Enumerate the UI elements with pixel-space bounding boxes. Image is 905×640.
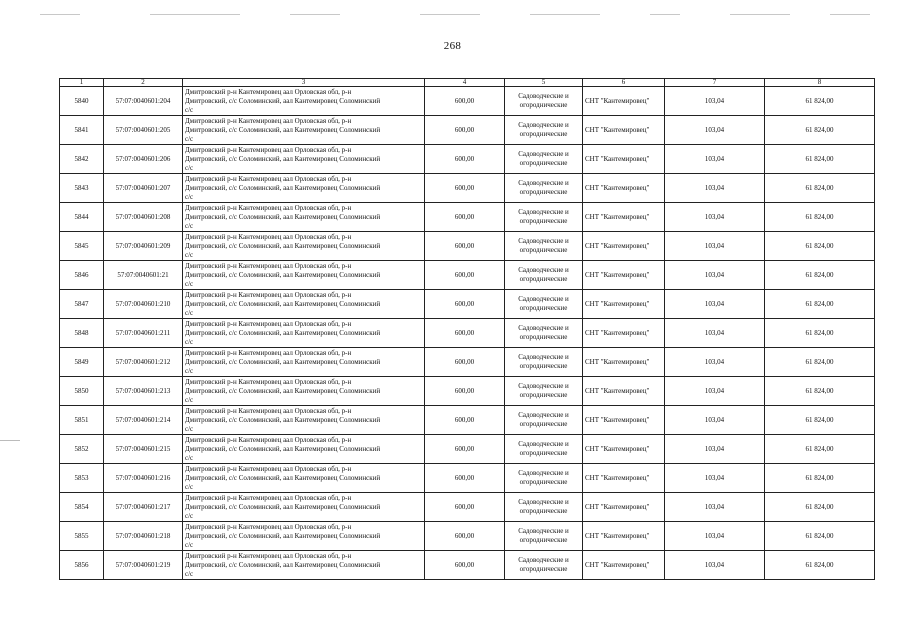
land-use-cell: Садоводческие и огороднические: [505, 145, 583, 174]
specific-value-cell: 103,04: [665, 377, 765, 406]
specific-value-cell: 103,04: [665, 435, 765, 464]
specific-value-cell: 103,04: [665, 522, 765, 551]
table-row: [60, 377, 875, 406]
owner-cell: СНТ "Кантемировец": [583, 377, 665, 406]
land-register-table: [59, 78, 875, 580]
page-number: 268: [443, 40, 462, 52]
cadastral-number-cell: 57:07:0040601:204: [104, 87, 183, 116]
col-header-3: 3: [183, 79, 425, 87]
address-cell: Дмитровский р-н Кантемировец аал Орловская обл, р-н Дмитровский, с/с Соломинский, аал Кантемировец Соломинский с/с: [183, 522, 425, 551]
cadastral-cost-cell: 61 824,00: [765, 319, 875, 348]
area-cell: 600,00: [425, 232, 505, 261]
owner-cell: СНТ "Кантемировец": [583, 522, 665, 551]
specific-value-cell: 103,04: [665, 174, 765, 203]
area-cell: 600,00: [425, 319, 505, 348]
table-row: [60, 232, 875, 261]
row-number-cell: 5854: [60, 493, 104, 522]
owner-cell: СНТ "Кантемировец": [583, 116, 665, 145]
scan-noise-strip: [30, 10, 890, 22]
address-cell: Дмитровский р-н Кантемировец аал Орловская обл, р-н Дмитровский, с/с Соломинский, аал Кантемировец Соломинский с/с: [183, 406, 425, 435]
cadastral-number-cell: 57:07:0040601:206: [104, 145, 183, 174]
table-row: [60, 522, 875, 551]
area-cell: 600,00: [425, 203, 505, 232]
area-cell: 600,00: [425, 464, 505, 493]
row-number-cell: 5853: [60, 464, 104, 493]
cadastral-cost-cell: 61 824,00: [765, 87, 875, 116]
cadastral-cost-cell: 61 824,00: [765, 464, 875, 493]
cadastral-cost-cell: 61 824,00: [765, 232, 875, 261]
cadastral-number-cell: 57:07:0040601:211: [104, 319, 183, 348]
scan-margin-mark: [0, 440, 20, 441]
row-number-cell: 5842: [60, 145, 104, 174]
land-use-cell: Садоводческие и огороднические: [505, 174, 583, 203]
specific-value-cell: 103,04: [665, 551, 765, 580]
cadastral-cost-cell: 61 824,00: [765, 435, 875, 464]
cadastral-number-cell: 57:07:0040601:208: [104, 203, 183, 232]
cadastral-cost-cell: 61 824,00: [765, 145, 875, 174]
cadastral-cost-cell: 61 824,00: [765, 174, 875, 203]
owner-cell: СНТ "Кантемировец": [583, 406, 665, 435]
address-cell: Дмитровский р-н Кантемировец аал Орловская обл, р-н Дмитровский, с/с Соломинский, аал Кантемировец Соломинский с/с: [183, 290, 425, 319]
owner-cell: СНТ "Кантемировец": [583, 290, 665, 319]
land-use-cell: Садоводческие и огороднические: [505, 522, 583, 551]
cadastral-cost-cell: 61 824,00: [765, 261, 875, 290]
table-row: [60, 464, 875, 493]
owner-cell: СНТ "Кантемировец": [583, 348, 665, 377]
area-cell: 600,00: [425, 348, 505, 377]
row-number-cell: 5841: [60, 116, 104, 145]
owner-cell: СНТ "Кантемировец": [583, 232, 665, 261]
table-row: [60, 116, 875, 145]
area-cell: 600,00: [425, 435, 505, 464]
land-use-cell: Садоводческие и огороднические: [505, 232, 583, 261]
table-row: [60, 319, 875, 348]
row-number-cell: 5852: [60, 435, 104, 464]
land-use-cell: Садоводческие и огороднические: [505, 87, 583, 116]
land-use-cell: Садоводческие и огороднические: [505, 203, 583, 232]
specific-value-cell: 103,04: [665, 348, 765, 377]
land-use-cell: Садоводческие и огороднические: [505, 377, 583, 406]
cadastral-number-cell: 57:07:0040601:218: [104, 522, 183, 551]
area-cell: 600,00: [425, 493, 505, 522]
specific-value-cell: 103,04: [665, 290, 765, 319]
table-row: [60, 87, 875, 116]
row-number-cell: 5850: [60, 377, 104, 406]
col-header-5: 5: [505, 79, 583, 87]
address-cell: Дмитровский р-н Кантемировец аал Орловская обл, р-н Дмитровский, с/с Соломинский, аал Кантемировец Соломинский с/с: [183, 493, 425, 522]
address-cell: Дмитровский р-н Кантемировец аал Орловская обл, р-н Дмитровский, с/с Соломинский, аал Кантемировец Соломинский с/с: [183, 87, 425, 116]
area-cell: 600,00: [425, 551, 505, 580]
owner-cell: СНТ "Кантемировец": [583, 261, 665, 290]
land-use-cell: Садоводческие и огороднические: [505, 261, 583, 290]
address-cell: Дмитровский р-н Кантемировец аал Орловская обл, р-н Дмитровский, с/с Соломинский, аал Кантемировец Соломинский с/с: [183, 261, 425, 290]
cadastral-number-cell: 57:07:0040601:214: [104, 406, 183, 435]
cadastral-cost-cell: 61 824,00: [765, 551, 875, 580]
cadastral-cost-cell: 61 824,00: [765, 406, 875, 435]
specific-value-cell: 103,04: [665, 319, 765, 348]
cadastral-number-cell: 57:07:0040601:205: [104, 116, 183, 145]
cadastral-number-cell: 57:07:0040601:212: [104, 348, 183, 377]
row-number-cell: 5855: [60, 522, 104, 551]
col-header-8: 8: [765, 79, 875, 87]
table-row: [60, 261, 875, 290]
row-number-cell: 5856: [60, 551, 104, 580]
owner-cell: СНТ "Кантемировец": [583, 435, 665, 464]
specific-value-cell: 103,04: [665, 203, 765, 232]
area-cell: 600,00: [425, 145, 505, 174]
cadastral-number-cell: 57:07:0040601:215: [104, 435, 183, 464]
address-cell: Дмитровский р-н Кантемировец аал Орловская обл, р-н Дмитровский, с/с Соломинский, аал Кантемировец Соломинский с/с: [183, 464, 425, 493]
land-use-cell: Садоводческие и огороднические: [505, 319, 583, 348]
cadastral-number-cell: 57:07:0040601:213: [104, 377, 183, 406]
land-use-cell: Садоводческие и огороднические: [505, 406, 583, 435]
area-cell: 600,00: [425, 290, 505, 319]
area-cell: 600,00: [425, 87, 505, 116]
owner-cell: СНТ "Кантемировец": [583, 464, 665, 493]
table-row: [60, 348, 875, 377]
specific-value-cell: 103,04: [665, 145, 765, 174]
cadastral-cost-cell: 61 824,00: [765, 522, 875, 551]
column-number-row: [60, 79, 875, 87]
cadastral-cost-cell: 61 824,00: [765, 348, 875, 377]
address-cell: Дмитровский р-н Кантемировец аал Орловская обл, р-н Дмитровский, с/с Соломинский, аал Кантемировец Соломинский с/с: [183, 435, 425, 464]
table-row: [60, 493, 875, 522]
owner-cell: СНТ "Кантемировец": [583, 319, 665, 348]
address-cell: Дмитровский р-н Кантемировец аал Орловская обл, р-н Дмитровский, с/с Соломинский, аал Кантемировец Соломинский с/с: [183, 203, 425, 232]
cadastral-cost-cell: 61 824,00: [765, 203, 875, 232]
col-header-2: 2: [104, 79, 183, 87]
cadastral-number-cell: 57:07:0040601:209: [104, 232, 183, 261]
col-header-4: 4: [425, 79, 505, 87]
table-row: [60, 406, 875, 435]
cadastral-number-cell: 57:07:0040601:219: [104, 551, 183, 580]
address-cell: Дмитровский р-н Кантемировец аал Орловская обл, р-н Дмитровский, с/с Соломинский, аал Кантемировец Соломинский с/с: [183, 145, 425, 174]
area-cell: 600,00: [425, 377, 505, 406]
owner-cell: СНТ "Кантемировец": [583, 551, 665, 580]
area-cell: 600,00: [425, 406, 505, 435]
area-cell: 600,00: [425, 522, 505, 551]
cadastral-cost-cell: 61 824,00: [765, 116, 875, 145]
row-number-cell: 5851: [60, 406, 104, 435]
land-use-cell: Садоводческие и огороднические: [505, 348, 583, 377]
row-number-cell: 5845: [60, 232, 104, 261]
row-number-cell: 5846: [60, 261, 104, 290]
specific-value-cell: 103,04: [665, 261, 765, 290]
land-use-cell: Садоводческие и огороднические: [505, 290, 583, 319]
owner-cell: СНТ "Кантемировец": [583, 145, 665, 174]
table-row: [60, 435, 875, 464]
cadastral-cost-cell: 61 824,00: [765, 377, 875, 406]
owner-cell: СНТ "Кантемировец": [583, 174, 665, 203]
specific-value-cell: 103,04: [665, 493, 765, 522]
cadastral-number-cell: 57:07:0040601:210: [104, 290, 183, 319]
land-use-cell: Садоводческие и огороднические: [505, 435, 583, 464]
land-use-cell: Садоводческие и огороднические: [505, 551, 583, 580]
table-row: [60, 551, 875, 580]
owner-cell: СНТ "Кантемировец": [583, 203, 665, 232]
area-cell: 600,00: [425, 116, 505, 145]
cadastral-number-cell: 57:07:0040601:217: [104, 493, 183, 522]
address-cell: Дмитровский р-н Кантемировец аал Орловская обл, р-н Дмитровский, с/с Соломинский, аал Кантемировец Соломинский с/с: [183, 348, 425, 377]
specific-value-cell: 103,04: [665, 464, 765, 493]
address-cell: Дмитровский р-н Кантемировец аал Орловская обл, р-н Дмитровский, с/с Соломинский, аал Кантемировец Соломинский с/с: [183, 319, 425, 348]
specific-value-cell: 103,04: [665, 87, 765, 116]
address-cell: Дмитровский р-н Кантемировец аал Орловская обл, р-н Дмитровский, с/с Соломинский, аал Кантемировец Соломинский с/с: [183, 174, 425, 203]
land-use-cell: Садоводческие и огороднические: [505, 493, 583, 522]
cadastral-cost-cell: 61 824,00: [765, 493, 875, 522]
area-cell: 600,00: [425, 174, 505, 203]
row-number-cell: 5843: [60, 174, 104, 203]
specific-value-cell: 103,04: [665, 116, 765, 145]
address-cell: Дмитровский р-н Кантемировец аал Орловская обл, р-н Дмитровский, с/с Соломинский, аал Кантемировец Соломинский с/с: [183, 232, 425, 261]
area-cell: 600,00: [425, 261, 505, 290]
row-number-cell: 5848: [60, 319, 104, 348]
cadastral-number-cell: 57:07:0040601:207: [104, 174, 183, 203]
table-row: [60, 290, 875, 319]
row-number-cell: 5840: [60, 87, 104, 116]
address-cell: Дмитровский р-н Кантемировец аал Орловская обл, р-н Дмитровский, с/с Соломинский, аал Кантемировец Соломинский с/с: [183, 116, 425, 145]
table-row: [60, 145, 875, 174]
land-use-cell: Садоводческие и огороднические: [505, 116, 583, 145]
table-body: [60, 87, 875, 580]
address-cell: Дмитровский р-н Кантемировец аал Орловская обл, р-н Дмитровский, с/с Соломинский, аал Кантемировец Соломинский с/с: [183, 377, 425, 406]
address-cell: Дмитровский р-н Кантемировец аал Орловская обл, р-н Дмитровский, с/с Соломинский, аал Кантемировец Соломинский с/с: [183, 551, 425, 580]
owner-cell: СНТ "Кантемировец": [583, 87, 665, 116]
specific-value-cell: 103,04: [665, 406, 765, 435]
cadastral-number-cell: 57:07:0040601:21: [104, 261, 183, 290]
owner-cell: СНТ "Кантемировец": [583, 493, 665, 522]
land-use-cell: Садоводческие и огороднические: [505, 464, 583, 493]
col-header-6: 6: [583, 79, 665, 87]
row-number-cell: 5847: [60, 290, 104, 319]
table-row: [60, 203, 875, 232]
cadastral-number-cell: 57:07:0040601:216: [104, 464, 183, 493]
row-number-cell: 5844: [60, 203, 104, 232]
col-header-1: 1: [60, 79, 104, 87]
col-header-7: 7: [665, 79, 765, 87]
row-number-cell: 5849: [60, 348, 104, 377]
specific-value-cell: 103,04: [665, 232, 765, 261]
cadastral-cost-cell: 61 824,00: [765, 290, 875, 319]
table-row: [60, 174, 875, 203]
